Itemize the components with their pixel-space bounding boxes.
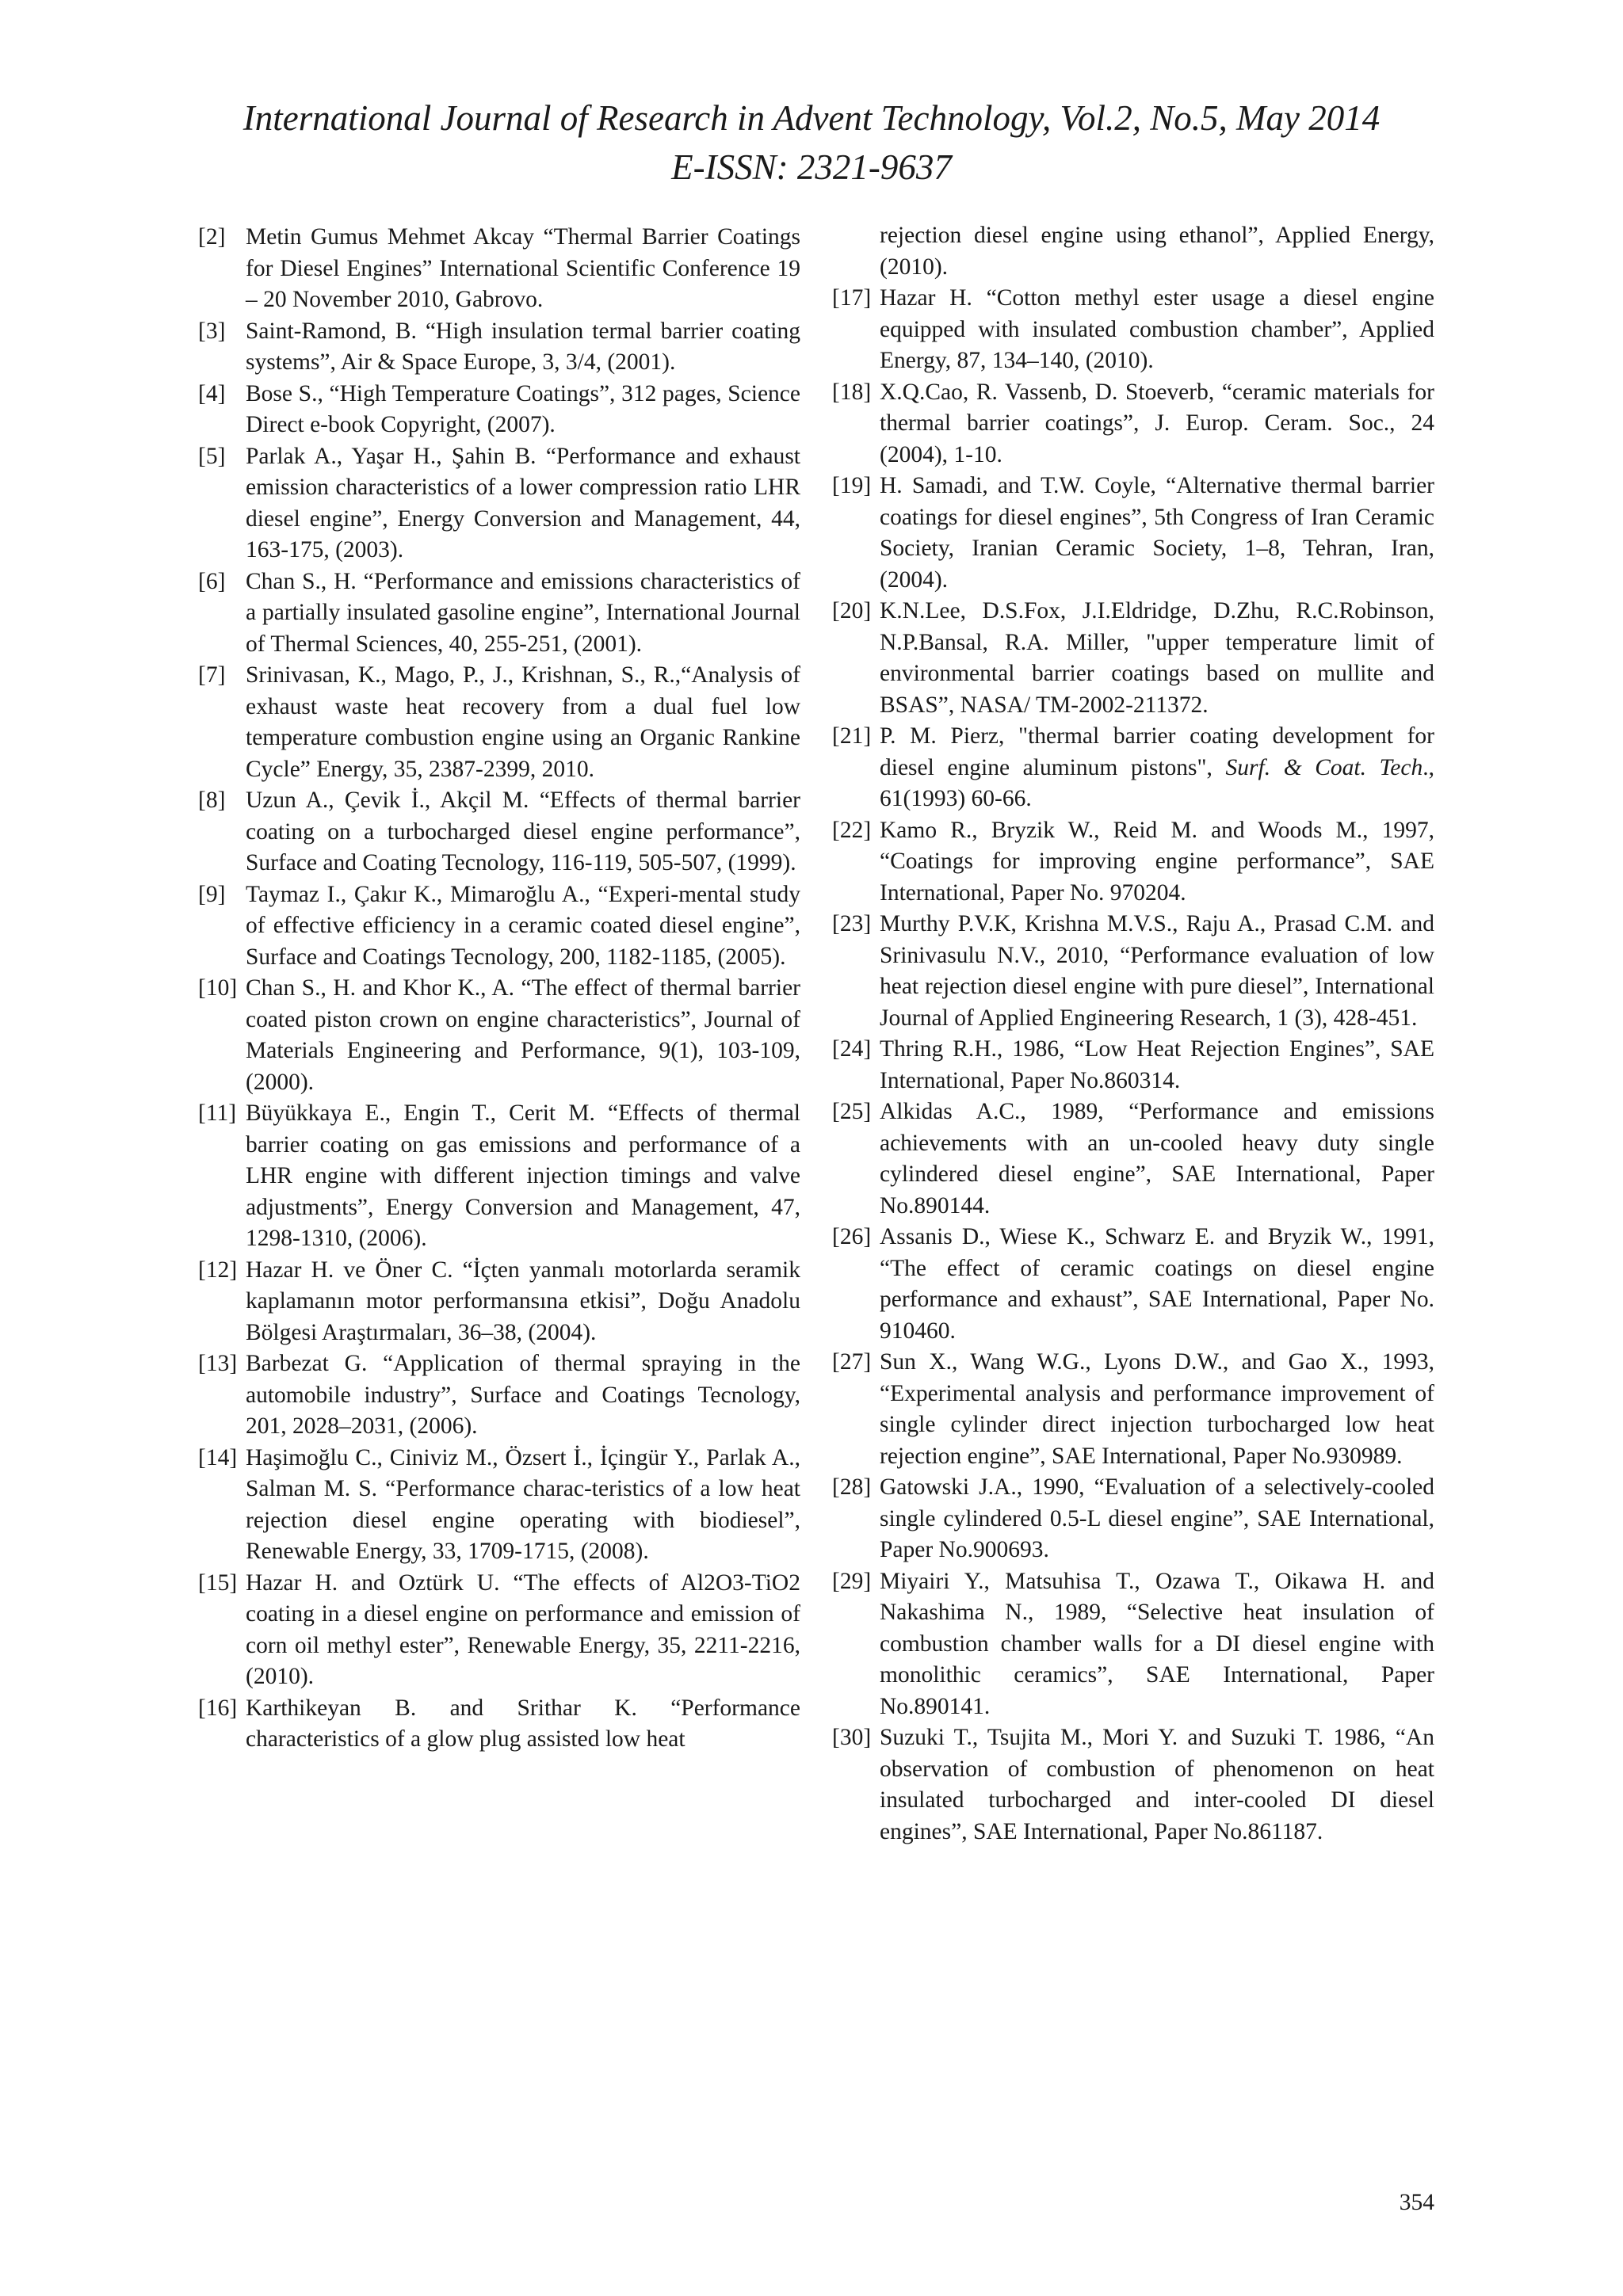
reference-entry (198, 222, 800, 316)
reference-text: Alkidas A.C., 1989, “Performance and emissions achievements with an un-cooled heavy duty single cylindered diesel engine”, SAE International, Paper No.890144. (880, 1099, 1434, 1219)
reference-entry (832, 596, 1434, 721)
reference-text: Thring R.H., 1986, “Low Heat Rejection Engines”, SAE International, Paper No.860314. (880, 1036, 1434, 1093)
reference-entry (832, 471, 1434, 596)
reference-entry (832, 1347, 1434, 1472)
reference-entry (198, 879, 800, 974)
reference-number: [4] (198, 380, 226, 406)
reference-number: [5] (198, 443, 226, 469)
reference-text: Hazar H. and Oztürk U. “The effects of Al2O3-TiO2 coating in a diesel engine on performance and emission of corn oil methyl ester”, Renewable Energy, 35, 2211-2216, (2010). (246, 1569, 800, 1689)
reference-text: Metin Gumus Mehmet Akcay “Thermal Barrier Coatings for Diesel Engines” International Scientific Conference 19 – 20 November 2010, Gabrovo. (246, 224, 800, 312)
reference-entry (832, 1034, 1434, 1097)
reference-entry (198, 1693, 800, 1756)
reference-text: K.N.Lee, D.S.Fox, J.I.Eldridge, D.Zhu, R.C.Robinson, N.P.Bansal, R.A. Miller, "upper temperature limit of environmental barrier coatings based on mullite and BSAS”, NASA/ TM-2002-211372. (880, 598, 1434, 718)
reference-number: [19] (832, 473, 872, 498)
reference-number: [24] (832, 1036, 872, 1062)
reference-text: Bose S., “High Temperature Coatings”, 312 pages, Science Direct e-book Copyright, (2007). (246, 380, 800, 437)
reference-number: [8] (198, 788, 226, 813)
references-left-column (198, 222, 800, 1756)
reference-entry (198, 1443, 800, 1568)
reference-entry (832, 1722, 1434, 1848)
reference-number: [21] (832, 723, 872, 749)
reference-text: Büyükkaya E., Engin T., Cerit M. “Effects of thermal barrier coating on gas emissions and performance of a LHR engine with different injection timings and valve adjustments”, Energy Conversion and Management, 47, 1298-1310, (2006). (246, 1100, 800, 1251)
reference-entry (198, 1348, 800, 1443)
reference-number: [2] (198, 224, 226, 250)
reference-text: Taymaz I., Çakır K., Mimaroğlu A., “Experi-mental study of effective efficiency in a ceramic coated diesel engine”, Surface and Coatings Tecnology, 200, 1182-1185, (2005). (246, 881, 800, 970)
reference-text: Saint-Ramond, B. “High insulation termal barrier coating systems”, Air & Space Europe, 3, 3/4, (2001). (246, 318, 800, 375)
reference-number: [12] (198, 1257, 238, 1283)
reference-number: [9] (198, 881, 226, 907)
reference-text: Miyairi Y., Matsuhisa T., Ozawa T., Oikawa H. and Nakashima N., 1989, “Selective heat insulation of combustion chamber walls for a DI diesel engine with monolithic ceramics”, SAE International, Paper No.890141. (880, 1568, 1434, 1719)
reference-entry (832, 283, 1434, 377)
reference-number: [30] (832, 1725, 872, 1750)
reference-number: [25] (832, 1099, 872, 1124)
reference-text: Sun X., Wang W.G., Lyons D.W., and Gao X., 1993, “Experimental analysis and performance improvement of single cylinder direct injection turbocharged low heat rejection engine”, SAE International, Paper No.930989. (880, 1349, 1434, 1469)
reference-text: X.Q.Cao, R. Vassenb, D. Stoeverb, “ceramic materials for thermal barrier coatings”, J. Europ. Ceram. Soc., 24 (2004), 1-10. (880, 379, 1434, 467)
reference-text (880, 721, 1434, 815)
reference-text: Chan S., H. “Performance and emissions characteristics of a partially insulated gasoline engine”, International Journal of Thermal Sciences, 40, 255-251, (2001). (246, 568, 800, 657)
reference-number: [14] (198, 1444, 238, 1470)
reference-number: [23] (832, 911, 872, 936)
reference-entry (198, 973, 800, 1098)
reference-text: Srinivasan, K., Mago, P., J., Krishnan, S., R.,“Analysis of exhaust waste heat recovery from a dual fuel low temperature combustion engine using an Organic Rankine Cycle” Energy, 35, 2387-2399, 2010. (246, 662, 800, 782)
reference-text: Karthikeyan B. and Srithar K. “Performance characteristics of a glow plug assisted low heat (246, 1695, 800, 1752)
reference-text: Murthy P.V.K, Krishna M.V.S., Raju A., Prasad C.M. and Srinivasulu N.V., 2010, “Performance evaluation of low heat rejection diesel engine with pure diesel”, International Journal of Applied Engineering Research, 1 (3), 428-451. (880, 911, 1434, 1031)
reference-number: [7] (198, 662, 226, 688)
reference-number: [10] (198, 975, 238, 1001)
reference-entry (198, 785, 800, 879)
reference-text: Parlak A., Yaşar H., Şahin B. “Performance and exhaust emission characteristics of a lower compression ratio LHR diesel engine”, Energy Conversion and Management, 44, 163-175, (2003). (246, 443, 800, 563)
reference-entry (832, 721, 1434, 815)
journal-title: International Journal of Research in Advent Technology, Vol.2, No.5, May 2014 (242, 98, 1381, 138)
reference-text: Barbezat G. “Application of thermal spraying in the automobile industry”, Surface and Coatings Tecnology, 201, 2028–2031, (2006). (246, 1351, 800, 1439)
reference-entry (198, 1568, 800, 1693)
reference-entry (198, 379, 800, 441)
reference-number: [20] (832, 598, 872, 624)
reference-entry (198, 316, 800, 379)
reference-text: Hazar H. ve Öner C. “İçten yanmalı motorlarda seramik kaplamanın motor performansına etkisi”, Doğu Anadolu Bölgesi Araştırmaları, 36–38, (2004). (246, 1257, 800, 1345)
reference-entry (198, 660, 800, 785)
reference-number: [17] (832, 285, 872, 311)
reference-entry (198, 1098, 800, 1255)
reference-text: Chan S., H. and Khor K., A. “The effect of thermal barrier coated piston crown on engine characteristics”, Journal of Materials Engineering and Performance, 9(1), 103-109, (2000). (246, 975, 800, 1095)
reference-text: rejection diesel engine using ethanol”, Applied Energy, (2010). (880, 223, 1434, 280)
journal-name-italic: Surf. & Coat. Tech (1225, 754, 1423, 780)
journal-issn: E-ISSN: 2321-9637 (671, 147, 952, 187)
page-number: 354 (1399, 2190, 1434, 2215)
reference-text: Kamo R., Bryzik W., Reid M. and Woods M., 1997, “Coatings for improving engine performance”, SAE International, Paper No. 970204. (880, 817, 1434, 906)
reference-entry (832, 909, 1434, 1034)
reference-number: [27] (832, 1349, 872, 1375)
reference-entry (198, 1255, 800, 1349)
reference-entry (832, 1097, 1434, 1222)
reference-text: Suzuki T., Tsujita M., Mori Y. and Suzuki T. 1986, “An observation of combustion of phenomenon on heat insulated turbocharged and inter-cooled DI diesel engines”, SAE International, Paper No.861187. (880, 1725, 1434, 1844)
reference-number: [15] (198, 1569, 238, 1596)
reference-entry (198, 566, 800, 661)
reference-number: [18] (832, 379, 872, 405)
reference-number: [11] (198, 1100, 237, 1126)
reference-entry (832, 815, 1434, 910)
reference-number: [16] (198, 1695, 238, 1721)
reference-entry (832, 377, 1434, 471)
reference-text: H. Samadi, and T.W. Coyle, “Alternative thermal barrier coatings for diesel engines”, 5th Congress of Iran Ceramic Society, Iranian Ceramic Society, 1–8, Tehran, Iran, (2004). (880, 473, 1434, 593)
reference-continuation (832, 220, 1434, 283)
reference-text: Haşimoğlu C., Ciniviz M., Özsert İ., İçingür Y., Parlak A., Salman M. S. “Performance charac-teristics of a low heat rejection diesel engine operating with biodiesel”, Renewable Energy, 33, 1709-1715, (2008). (246, 1444, 800, 1564)
reference-text-part: ., 61(1993) 60-66. (880, 754, 1434, 811)
reference-number: [26] (832, 1224, 872, 1249)
reference-text: Uzun A., Çevik İ., Akçil M. “Effects of thermal barrier coating on a turbocharged diesel engine performance”, Surface and Coating Tecnology, 116-119, 505-507, (1999). (246, 788, 800, 875)
references-right-column (832, 222, 1434, 1848)
reference-text: Gatowski J.A., 1990, “Evaluation of a selectively-cooled single cylindered 0.5-L diesel engine”, SAE International, Paper No.900693. (880, 1474, 1434, 1562)
reference-entry (198, 441, 800, 566)
reference-number: [6] (198, 568, 226, 594)
reference-entry (832, 1472, 1434, 1566)
reference-number: [3] (198, 318, 226, 344)
reference-number: [13] (198, 1351, 238, 1376)
reference-number: [29] (832, 1568, 872, 1594)
reference-number: [22] (832, 817, 872, 843)
reference-entry (832, 1566, 1434, 1723)
reference-number: [28] (832, 1474, 872, 1500)
reference-entry (832, 1222, 1434, 1347)
reference-text: Assanis D., Wiese K., Schwarz E. and Bryzik W., 1991, “The effect of ceramic coatings on diesel engine performance and exhaust”, SAE International, Paper No. 910460. (880, 1224, 1434, 1344)
journal-header (0, 93, 1623, 192)
reference-text-part: P. M. Pierz, "thermal barrier coating development for diesel engine aluminum pistons", (880, 723, 1434, 780)
reference-text: Hazar H. “Cotton methyl ester usage a diesel engine equipped with insulated combustion chamber”, Applied Energy, 87, 134–140, (2010). (880, 285, 1434, 373)
